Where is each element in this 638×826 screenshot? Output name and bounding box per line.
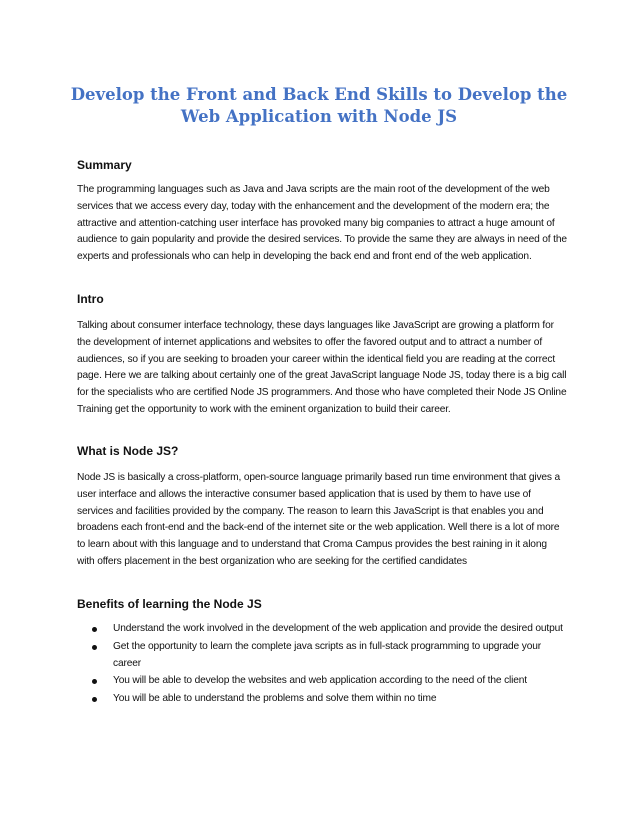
- intro-heading: Intro: [77, 292, 104, 306]
- list-item: [90, 639, 570, 673]
- benefits-list: [90, 621, 570, 709]
- list-item-text: You will be able to develop the websites and web application according to the need of the client: [113, 675, 527, 687]
- benefits-heading: Benefits of learning the Node JS: [77, 597, 262, 611]
- list-item: [90, 621, 570, 638]
- bullet-icon: [92, 679, 97, 684]
- bullet-icon: [92, 627, 97, 632]
- intro-paragraph: Talking about consumer interface technology, these days languages like JavaScript are growing a platform for the development of internet applications and websites to offer the favored output and to attract a number of audiences, so if you are seeking to broaden your career within the identical field you are reading at the correct page. Here we are talking about certainly one of the great JavaScript language Node JS, today there is a big call for the specialists who are certified Node JS programmers. And those who have completed their Node JS Online Training get the opportunity to work with the eminent organization to build their career.: [77, 320, 567, 415]
- list-item: [90, 673, 570, 690]
- list-item: [90, 691, 570, 708]
- list-item-text: Understand the work involved in the development of the web application and provide the desired output: [113, 623, 563, 634]
- bullet-icon: [92, 645, 97, 650]
- list-item-text: Get the opportunity to learn the complete java scripts as in full-stack programming to upgrade your career: [113, 640, 541, 669]
- bullet-icon: [92, 697, 97, 702]
- document-title: Develop the Front and Back End Skills to Develop the Web Application with Node JS: [70, 85, 568, 126]
- summary-heading: Summary: [77, 158, 132, 172]
- what-is-node-js-heading: What is Node JS?: [77, 444, 179, 458]
- what-is-node-js-paragraph: Node JS is basically a cross-platform, open-source language primarily based run time environment that gives a user interface and allows the interactive consumer based application that is used by them to have use of services and facilities provided by the company. The reason to learn this JavaScript is that enables you and broadens each front-end and the back-end of the internet site or the web application. Well there is a lot of more to learn about with this language and to understand that Croma Campus provides the best raining in it along with offers placement in the best organization who are seeking for the certified candidates: [77, 472, 561, 567]
- list-item-text: You will be able to understand the problems and solve them within no time: [113, 693, 437, 705]
- summary-paragraph: The programming languages such as Java and Java scripts are the main root of the development of the web services that we access every day, today with the enhancement and the development of the modern era; the attractive and attention-catching user interface has provoked many big companies to attract a huge amount of audience to gain popularity and provide the desired services. To provide the same they are always in need of the experts and professionals who can help in developing the back end and front end of the web application.: [77, 184, 567, 263]
